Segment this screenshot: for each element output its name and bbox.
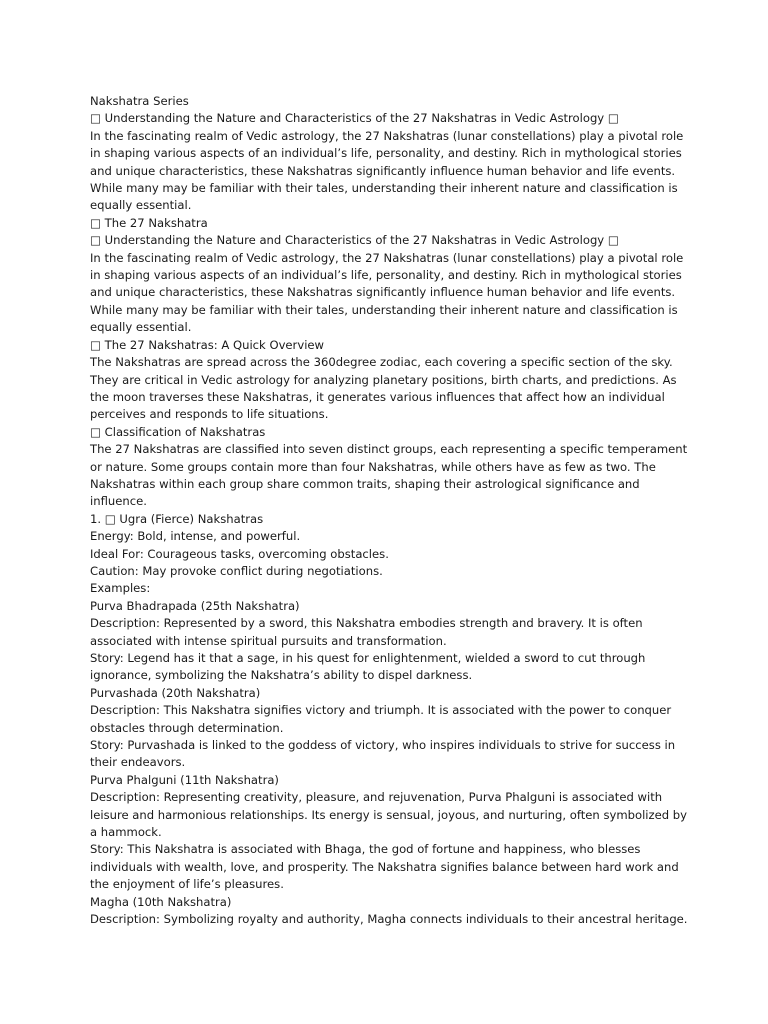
section-heading-27-nakshatra: □ The 27 Nakshatra [90, 215, 208, 230]
overview-paragraph: The Nakshatras are spread across the 360degree zodiac, each covering a specific section of the sky. They are critical in Vedic astrology for analyzing planetary positions, birth charts, and predictions. As the moon traverses these Nakshatras, it generates various influences that affect how an individual perceives and responds to life situations. [90, 355, 681, 422]
section-heading-classification: □ Classification of Nakshatras [90, 424, 266, 439]
energy-line: Energy: Bold, intense, and powerful. [90, 529, 301, 544]
examples-label: Examples: [90, 581, 151, 596]
example-title-purvashada: Purvashada (20th Nakshatra) [90, 685, 261, 700]
document-page [90, 93, 690, 929]
intro-paragraph-repeat: In the fascinating realm of Vedic astrology, the 27 Nakshatras (lunar constellations) play a pivotal role in shaping various aspects of an individual’s life, personality, and destiny. Rich in mythological stories and unique characteristics, these Nakshatras significantly influence human behavior and life events. While many may be familiar with their tales, understanding their inherent nature and classification is equally essential. [90, 250, 687, 335]
example-description: Description: This Nakshatra signifies victory and triumph. It is associated with the power to conquer obstacles through determination. [90, 703, 675, 735]
article-heading-repeat: □ Understanding the Nature and Characteristics of the 27 Nakshatras in Vedic Astrology □ [90, 233, 619, 248]
section-heading-overview: □ The 27 Nakshatras: A Quick Overview [90, 337, 325, 352]
example-description: Description: Represented by a sword, this Nakshatra embodies strength and bravery. It is often associated with intense spiritual pursuits and transformation. [90, 616, 647, 648]
example-title-purva-bhadrapada: Purva Bhadrapada (25th Nakshatra) [90, 598, 300, 613]
example-story: Story: This Nakshatra is associated with Bhaga, the god of fortune and happiness, who blesses individuals with wealth, love, and prosperity. The Nakshatra signifies balance between hard work and the enjoyment of life’s pleasures. [90, 842, 683, 892]
series-title: Nakshatra Series [90, 94, 189, 108]
example-title-magha: Magha (10th Nakshatra) [90, 894, 232, 909]
example-description: Description: Symbolizing royalty and authority, Magha connects individuals to their ancestral heritage. [90, 912, 688, 927]
example-title-purva-phalguni: Purva Phalguni (11th Nakshatra) [90, 772, 279, 787]
group-heading-ugra: 1. □ Ugra (Fierce) Nakshatras [90, 511, 264, 526]
example-description: Description: Representing creativity, pleasure, and rejuvenation, Purva Phalguni is associated with leisure and harmonious relationships. Its energy is sensual, joyous, and nurturing, often symbolized by a hammock. [90, 790, 691, 840]
example-story: Story: Legend has it that a sage, in his quest for enlightenment, wielded a sword to cut through ignorance, symbolizing the Nakshatra’s ability to dispel darkness. [90, 651, 650, 683]
intro-paragraph: In the fascinating realm of Vedic astrology, the 27 Nakshatras (lunar constellations) play a pivotal role in shaping various aspects of an individual’s life, personality, and destiny. Rich in mythological stories and unique characteristics, these Nakshatras significantly influence human behavior and life events. While many may be familiar with their tales, understanding their inherent nature and classification is equally essential. [90, 128, 687, 213]
ideal-for-line: Ideal For: Courageous tasks, overcoming obstacles. [90, 546, 389, 561]
example-story: Story: Purvashada is linked to the goddess of victory, who inspires individuals to strive for success in their endeavors. [90, 738, 679, 770]
classification-paragraph: The 27 Nakshatras are classified into seven distinct groups, each representing a specific temperament or nature. Some groups contain more than four Nakshatras, while others have as few as two. The Nakshatras within each group share common traits, shaping their astrological significance and influence. [90, 442, 691, 509]
caution-line: Caution: May provoke conflict during negotiations. [90, 563, 383, 578]
article-heading: □ Understanding the Nature and Characteristics of the 27 Nakshatras in Vedic Astrology □ [90, 111, 619, 126]
